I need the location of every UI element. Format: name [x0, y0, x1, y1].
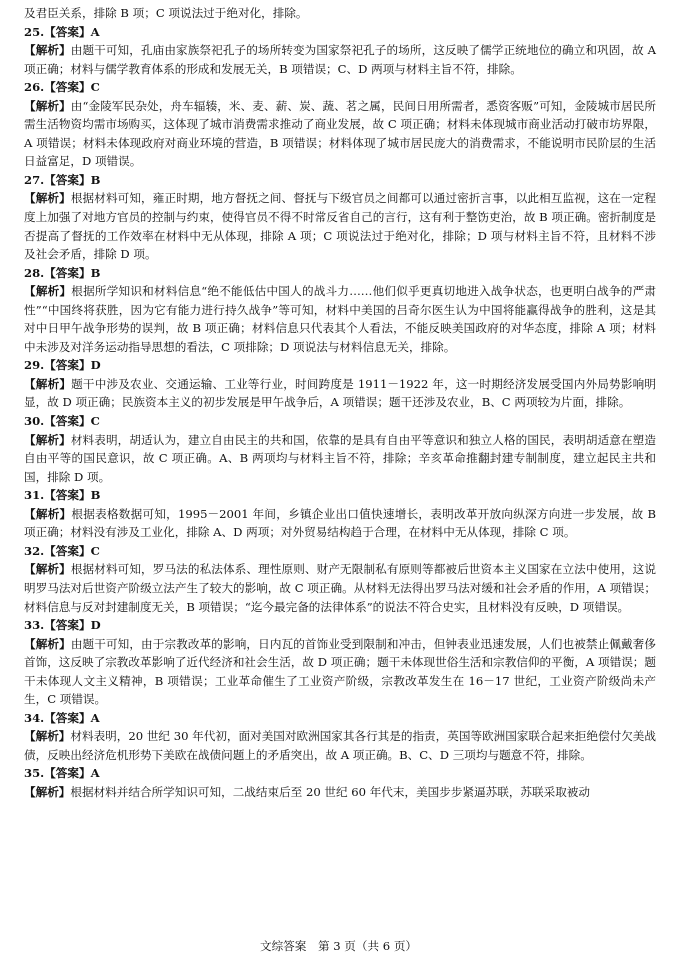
question-number: 30. [24, 414, 45, 429]
question-number: 29. [24, 358, 45, 373]
answer-line [24, 412, 656, 431]
analysis-tag: 【解析】 [24, 43, 71, 58]
analysis-paragraph [24, 375, 656, 412]
answer-letter: D [90, 358, 101, 373]
analysis-text: 题干中涉及农业、交通运输、工业等行业，时间跨度是 1911－1922 年，这一时期经济发展受国内外局势影响明显，故 D 项正确；民族资本主义的初步发展是甲午战争后，A 项错误；题干还涉及农业，B、C 两项较为片面，排除。 [24, 376, 656, 410]
answer-document [24, 4, 656, 802]
analysis-tag: 【解析】 [24, 784, 71, 799]
analysis-text: 根据材料可知，罗马法的私法体系、理性原则、财产无限制私有原则等都被后世资本主义国家在立法中使用，这说明罗马法对后世资产阶级立法产生了较大的影响，故 C 项正确。从材料无法得出罗马法对缓和社会矛盾的作用，A 项错误；材料信息与反对封建制度无关，B 项错误；“迄今最完备的法律体系”的说法不符合史实，且材料没有反映，D 项错误。 [24, 562, 656, 614]
question-item [24, 709, 656, 765]
question-item [24, 412, 656, 486]
analysis-text: 根据表格数据可知，1995－2001 年间，乡镇企业出口值快速增长，表明改革开放向纵深方向进一步发展，故 B 项正确；材料没有涉及工业化，排除 A、D 两项；对外贸易结构趋于合理，在材料中无从体现，排除 C 项。 [24, 506, 656, 540]
question-number: 26. [24, 80, 45, 95]
analysis-paragraph [24, 783, 656, 802]
answer-line [24, 709, 656, 728]
analysis-paragraph [24, 727, 656, 764]
analysis-paragraph [24, 189, 656, 263]
analysis-text: 根据材料可知，雍正时期，地方督抚之间、督抚与下级官员之间都可以通过密折言事，以此相互监视，这在一定程度上加强了对地方官员的控制与约束，使得官员不得不时常反省自己的言行，这有利于整饬吏治，故 B 项正确。密折制度是否提高了督抚的工作效率在材料中无从体现，排除 A 项；C 项说法过于绝对化，排除；D 项与材料主旨不符，且材料不涉及社会矛盾，排除 D 项。 [24, 191, 656, 262]
answer-line [24, 356, 656, 375]
analysis-paragraph [24, 97, 656, 171]
answer-tag: 【答案】 [44, 766, 91, 781]
analysis-text: 由题干可知，孔庙由家族祭祀孔子的场所转变为国家祭祀孔子的场所，这反映了儒学正统地位的确立和巩固，故 A 项正确；材料与儒学教育体系的形成和发展无关，B 项错误；C、D 两项与材料主旨不符，排除。 [24, 43, 656, 76]
analysis-text: 根据所学知识和材料信息“绝不能低估中国人的战斗力……他们似乎更真切地进入战争状态，也更明白战争的严肃性”“中国终将获胜，因为它有能力进行持久战争”等可知，材料中美国的吕奇尔医生认为中国将能赢得战争的胜利，这是其对中日甲午战争形势的误判，故 B 项正确；材料信息只代表其个人看法，不能反映美国政府的对华态度，排除 A 项；材料中未涉及对洋务运动指导思想的看法，C 项排除；D 项说法与材料信息无关，排除。 [24, 284, 656, 354]
analysis-tag: 【解析】 [24, 98, 71, 113]
answer-line [24, 486, 656, 505]
answer-letter: C [90, 80, 100, 95]
answer-tag: 【答案】 [44, 618, 91, 633]
question-number: 35. [24, 766, 45, 781]
question-number: 28. [24, 265, 45, 280]
answer-letter: A [90, 766, 100, 781]
answer-tag: 【答案】 [44, 265, 91, 280]
answer-line [24, 264, 656, 283]
analysis-paragraph [24, 282, 656, 356]
analysis-tag: 【解析】 [24, 562, 71, 577]
question-item [24, 486, 656, 542]
answer-tag: 【答案】 [44, 543, 91, 558]
answer-letter: B [90, 172, 101, 187]
analysis-text: 根据材料并结合所学知识可知，二战结束后至 20 世纪 60 年代末，美国步步紧逼苏联，苏联采取被动 [70, 784, 590, 799]
question-item [24, 78, 656, 171]
analysis-tag: 【解析】 [24, 376, 72, 391]
answer-tag: 【答案】 [44, 80, 91, 95]
question-number: 32. [24, 543, 45, 558]
question-item [24, 23, 656, 79]
question-number: 31. [24, 488, 45, 503]
answer-line [24, 616, 656, 635]
question-list [24, 23, 656, 802]
answer-letter: D [90, 618, 101, 633]
question-number: 25. [24, 24, 45, 39]
answer-line [24, 78, 656, 97]
analysis-paragraph [24, 635, 656, 709]
answer-tag: 【答案】 [44, 710, 91, 725]
answer-tag: 【答案】 [44, 488, 91, 503]
answer-line [24, 171, 656, 190]
analysis-tag: 【解析】 [24, 284, 72, 299]
analysis-text: 材料表明，胡适认为，建立自由民主的共和国，依靠的是具有自由平等意识和独立人格的国民，表明胡适意在塑造自由平等的国民意识，故 C 项正确。A、B 两项均与材料主旨不符，排除；辛亥革命推翻封建专制制度，建立起民主共和国，排除 D 项。 [24, 432, 656, 484]
analysis-tag: 【解析】 [24, 636, 71, 651]
question-item [24, 542, 656, 616]
answer-letter: B [90, 265, 101, 280]
continuation-text: 及君臣关系，排除 B 项；C 项说法过于绝对化，排除。 [24, 6, 308, 20]
analysis-text: 由题干可知，由于宗教改革的影响，日内瓦的首饰业受到限制和冲击，但钟表业迅速发展，人们也被禁止佩戴奢侈首饰，这反映了宗教改革影响了近代经济和社会生活，故 D 项正确；题干未体现世俗生活和宗教信仰的平衡，A 项错误；题干未体现人文主义精神，B 项错误；工业革命催生了工业资产阶级，宗教改革发生在 16－17 世纪，工业资产阶级尚未产生，C 项错误。 [24, 636, 656, 707]
question-item [24, 356, 656, 412]
answer-letter: A [90, 24, 100, 39]
answer-letter: C [90, 543, 100, 558]
answer-line [24, 23, 656, 42]
analysis-tag: 【解析】 [24, 506, 72, 521]
question-number: 27. [24, 172, 45, 187]
analysis-tag: 【解析】 [24, 191, 71, 206]
question-item [24, 616, 656, 709]
analysis-tag: 【解析】 [24, 729, 71, 744]
question-item [24, 764, 656, 801]
question-number: 34. [24, 710, 45, 725]
answer-letter: B [90, 488, 101, 503]
answer-letter: A [90, 710, 100, 725]
question-item [24, 264, 656, 357]
answer-letter: C [90, 414, 100, 429]
analysis-tag: 【解析】 [24, 432, 71, 447]
page-footer: 文综答案 第 3 页（共 6 页） [259, 939, 418, 953]
analysis-paragraph [24, 560, 656, 616]
analysis-paragraph [24, 41, 656, 78]
analysis-text: 材料表明，20 世纪 30 年代初，面对美国对欧洲国家其各行其是的指责，英国等欧洲国家联合起来拒绝偿付欠美战债，反映出经济危机形势下美欧在战债问题上的矛盾突出，故 A 项正确。B、C、D 三项均与题意不符，排除。 [24, 729, 656, 762]
answer-tag: 【答案】 [44, 358, 91, 373]
analysis-paragraph [24, 505, 656, 542]
answer-line [24, 764, 656, 783]
answer-tag: 【答案】 [44, 24, 91, 39]
question-number: 33. [24, 618, 45, 633]
answer-tag: 【答案】 [44, 172, 91, 187]
answer-tag: 【答案】 [44, 414, 91, 429]
analysis-text: 由“金陵军民杂处，舟车辐辏，米、麦、薪、炭、蔬、茗之属，民间日用所需者，悉资客贩”可知，金陵城市居民所需生活物资均需市场购买，这体现了城市消费需求推动了商业发展，故 C 项正确；材料未体现城市商业活动打破市坊界限，A 项错误；材料未体现政府对商业环境的营造，B 项错误；材料体现了城市居民庞大的消费需求，不能说明市民阶层的生活日益富足，D 项错误。 [24, 98, 656, 169]
answer-line [24, 542, 656, 561]
analysis-paragraph [24, 431, 656, 487]
question-item [24, 171, 656, 264]
